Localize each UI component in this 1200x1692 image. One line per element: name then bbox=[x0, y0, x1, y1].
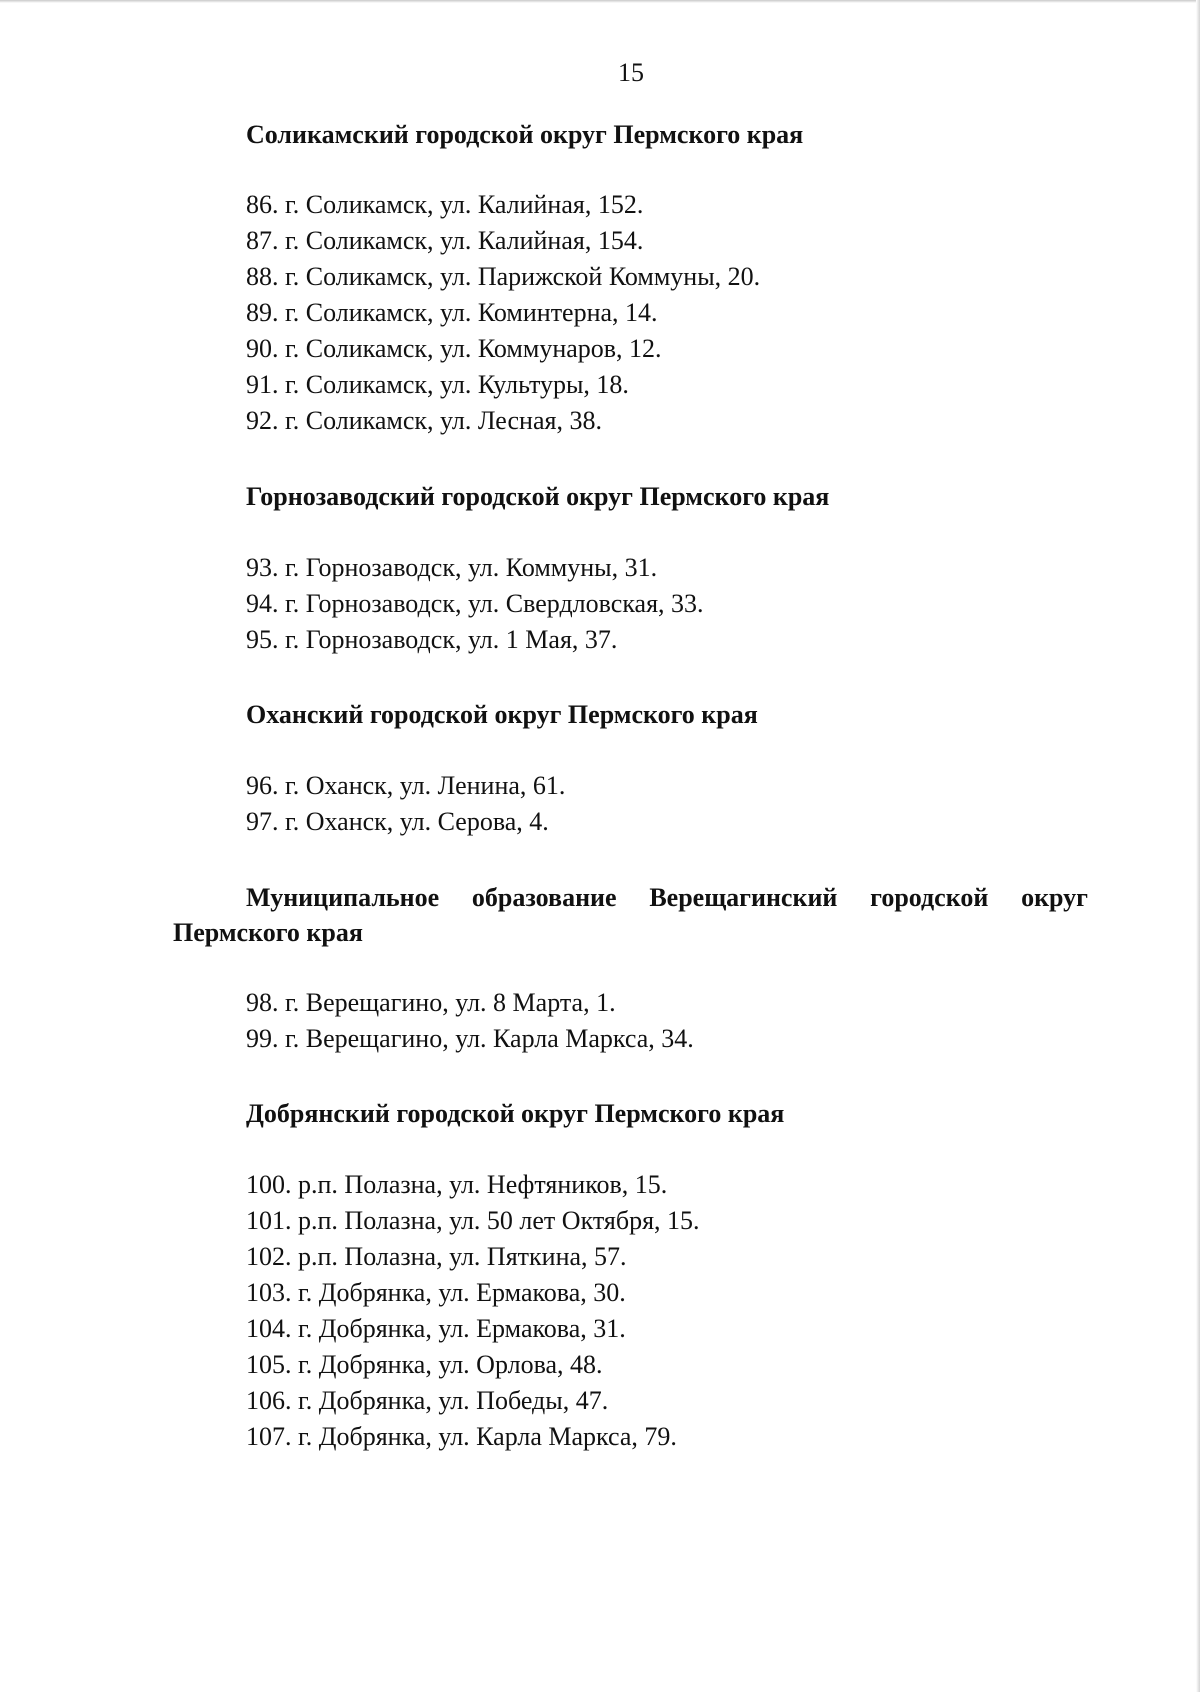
list-item: 98. г. Верещагино, ул. 8 Марта, 1. bbox=[246, 988, 616, 1017]
scan-edge-top bbox=[0, 0, 1200, 3]
list-item: 106. г. Добрянка, ул. Победы, 47. bbox=[246, 1386, 609, 1415]
page-number: 15 bbox=[618, 58, 644, 87]
list-item: 105. г. Добрянка, ул. Орлова, 48. bbox=[246, 1350, 603, 1379]
list-item: 89. г. Соликамск, ул. Коминтерна, 14. bbox=[246, 298, 658, 327]
section-heading-vereshchagino: Муниципальное образование Верещагинский городской округ Пермского края bbox=[173, 883, 1088, 947]
list-item: 90. г. Соликамск, ул. Коммунаров, 12. bbox=[246, 334, 662, 363]
list-item: 99. г. Верещагино, ул. Карла Маркса, 34. bbox=[246, 1024, 694, 1053]
list-item: 95. г. Горнозаводск, ул. 1 Мая, 37. bbox=[246, 625, 618, 654]
list-item: 86. г. Соликамск, ул. Калийная, 152. bbox=[246, 190, 644, 219]
section-heading-dobryanka: Добрянский городской округ Пермского края bbox=[246, 1099, 785, 1128]
section-heading-okhansk: Оханский городской округ Пермского края bbox=[246, 700, 758, 729]
list-item: 92. г. Соликамск, ул. Лесная, 38. bbox=[246, 406, 602, 435]
section-heading-solikamsk: Соликамский городской округ Пермского края bbox=[246, 120, 804, 149]
list-item: 91. г. Соликамск, ул. Культуры, 18. bbox=[246, 370, 629, 399]
list-item: 88. г. Соликамск, ул. Парижской Коммуны, 20. bbox=[246, 262, 761, 291]
list-item: 94. г. Горнозаводск, ул. Свердловская, 33. bbox=[246, 589, 704, 618]
scan-edge-right bbox=[1196, 0, 1200, 1692]
section-heading-gornozavodsk: Горнозаводский городской округ Пермского края bbox=[246, 482, 830, 511]
list-item: 93. г. Горнозаводск, ул. Коммуны, 31. bbox=[246, 553, 658, 582]
list-item: 100. р.п. Полазна, ул. Нефтяников, 15. bbox=[246, 1170, 668, 1199]
list-item: 107. г. Добрянка, ул. Карла Маркса, 79. bbox=[246, 1422, 677, 1451]
list-item: 104. г. Добрянка, ул. Ермакова, 31. bbox=[246, 1314, 626, 1343]
list-item: 87. г. Соликамск, ул. Калийная, 154. bbox=[246, 226, 644, 255]
list-item: 102. р.п. Полазна, ул. Пяткина, 57. bbox=[246, 1242, 627, 1271]
list-item: 96. г. Оханск, ул. Ленина, 61. bbox=[246, 771, 566, 800]
list-item: 103. г. Добрянка, ул. Ермакова, 30. bbox=[246, 1278, 626, 1307]
list-item: 101. р.п. Полазна, ул. 50 лет Октября, 15. bbox=[246, 1206, 700, 1235]
list-item: 97. г. Оханск, ул. Серова, 4. bbox=[246, 807, 549, 836]
